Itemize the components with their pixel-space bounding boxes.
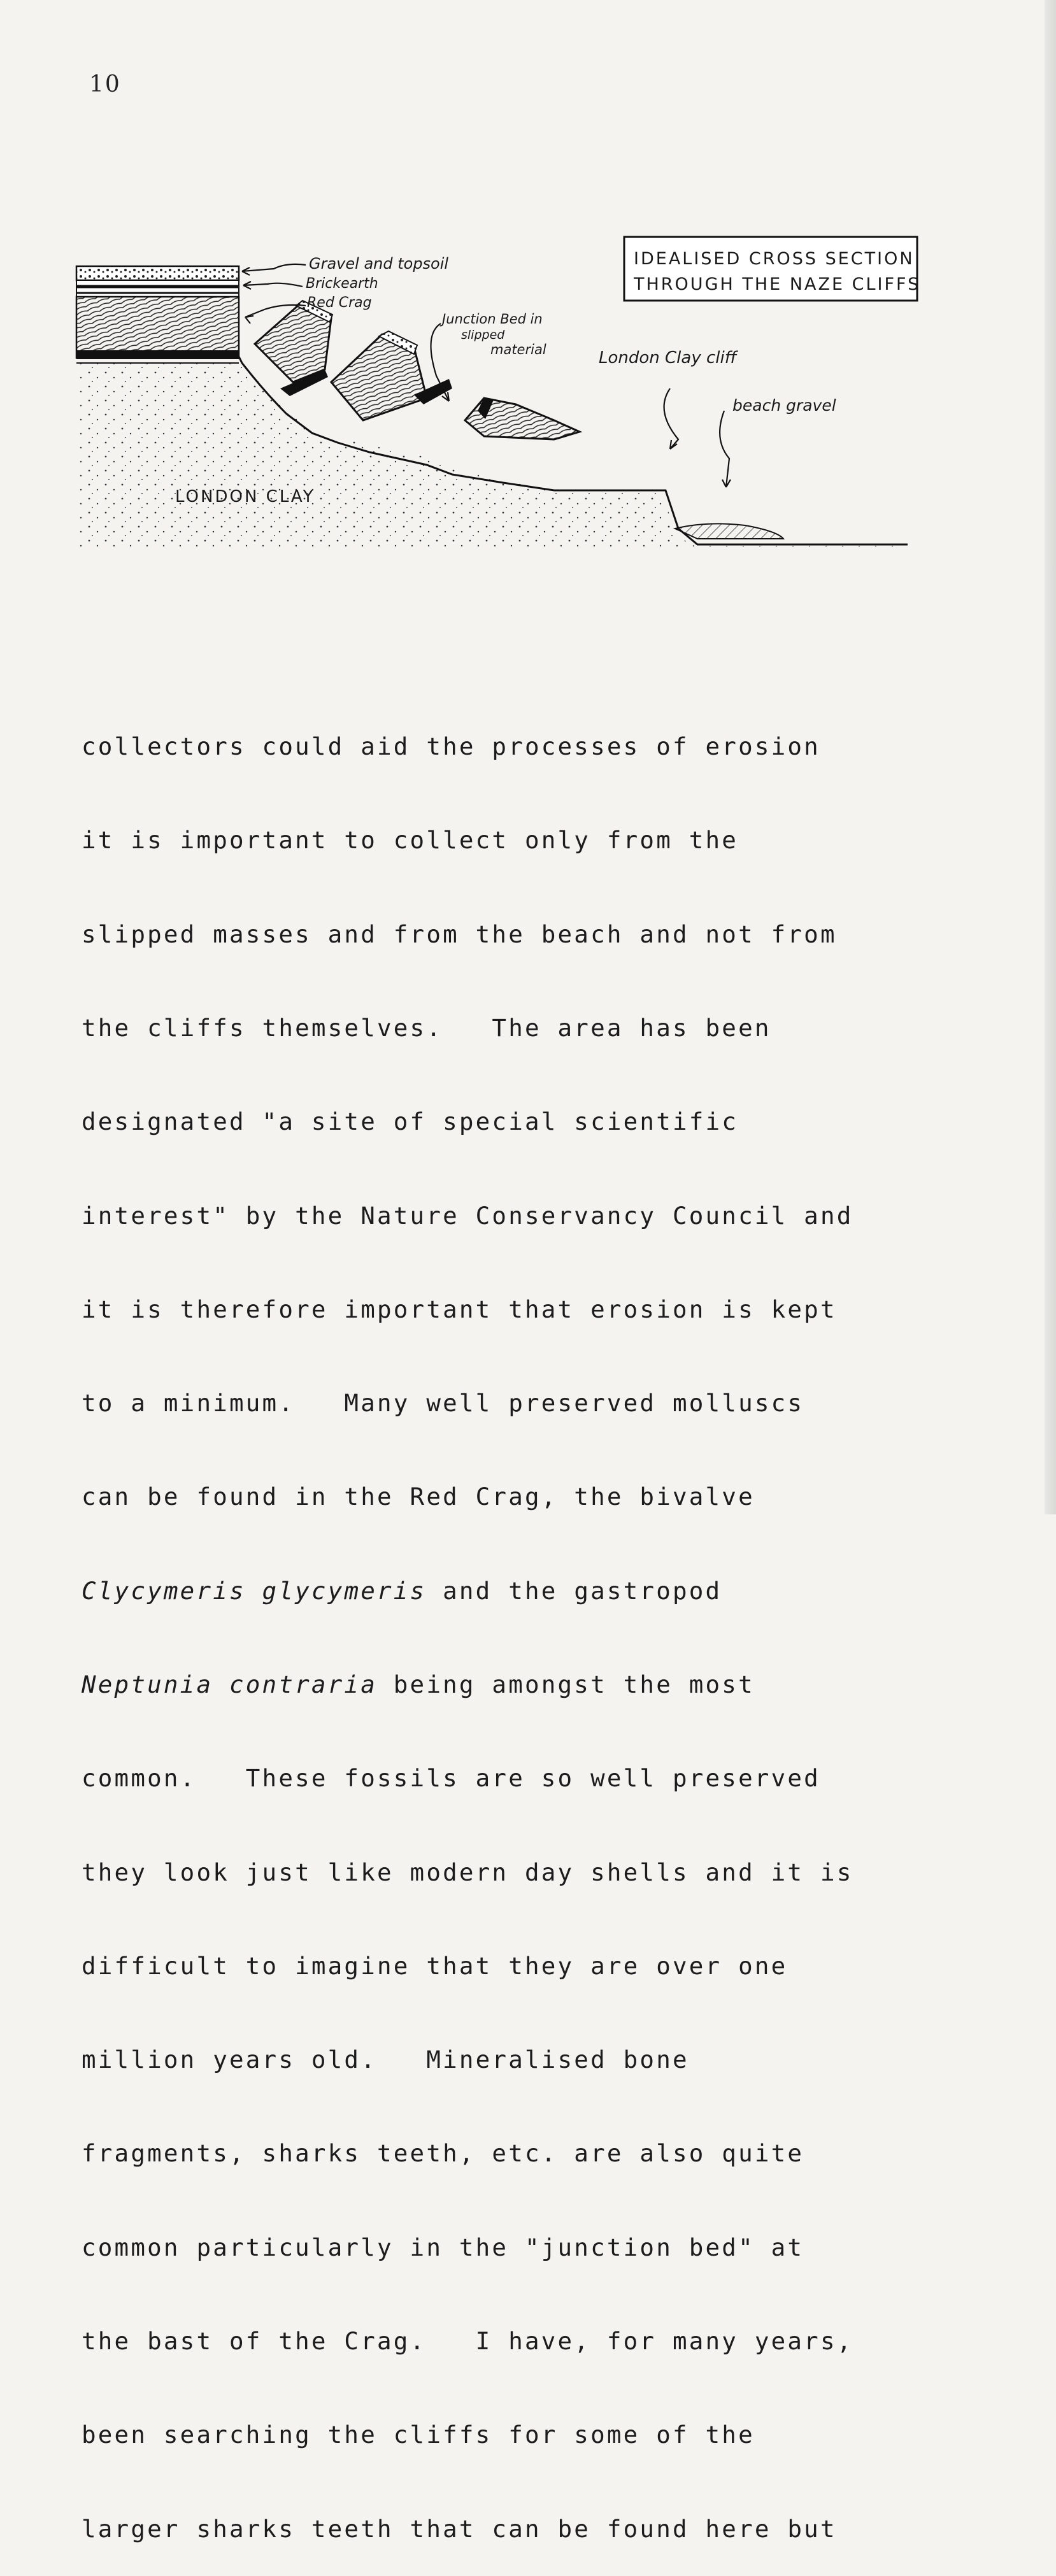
body-line-7: it is therefore important that erosion is kept [82,1295,837,1323]
label-gravel-topsoil: Gravel and topsoil [309,255,449,273]
label-junction-bed-3: material [490,342,546,357]
page-edge-shadow [1045,0,1056,1514]
slipped-block-3 [465,398,580,439]
body-line-20: larger sharks teeth that can be found here but [82,2514,837,2543]
label-brickearth: Brickearth [306,276,378,292]
body-line-2: it is important to collect only from the [82,826,739,855]
cliff-top-strata [76,266,239,363]
london-clay-mass [76,363,908,548]
body-line-14: difficult to imagine that they are over one [82,1951,788,1980]
species-name-clycymeris: Clycymeris glycymeris [82,1576,427,1605]
body-line-10-rest: and the gastropod [426,1576,722,1605]
body-line-4: the cliffs themselves. The area has been [82,1014,771,1042]
slipped-block-1 [255,301,332,396]
body-line-11-rest: being amongst the most [376,1670,755,1698]
body-line-5: designated "a site of special scientific [82,1107,739,1136]
body-line-11 [82,1669,992,1700]
beach-gravel-deposit [675,523,783,539]
body-line-6: interest" by the Nature Conservancy Council and [82,1201,853,1230]
body-line-8: to a minimum. Many well preserved molluscs [82,1389,804,1418]
body-line-9: can be found in the Red Crag, the bivalve [82,1483,755,1511]
body-line-18: the bast of the Crag. I have, for many years, [82,2326,853,2355]
label-beach-gravel: beach gravel [732,396,836,415]
label-junction-bed-1: Junction Bed in [442,311,543,327]
species-name-neptunia: Neptunia contraria [82,1670,377,1698]
label-red-crag: Red Crag [307,295,372,311]
page-number: 10 [89,71,121,97]
slipped-block-2 [331,331,452,420]
body-line-10 [82,1576,992,1607]
figure-title-line1: IDEALISED CROSS SECTION [634,249,915,269]
body-line-13: they look just like modern day shells and it is [82,1858,853,1886]
cross-section-figure [70,229,924,548]
body-line-19: been searching the cliffs for some of the [82,2421,755,2449]
body-text [82,669,992,2576]
body-line-16: fragments, sharks teeth, etc. are also quite [82,2139,804,2168]
body-line-12: common. These fossils are so well preserved [82,1764,820,1793]
label-london-clay: LONDON CLAY [175,487,315,506]
body-line-1: collectors could aid the processes of erosion [82,732,820,761]
body-line-3: slipped masses and from the beach and not from [82,920,837,948]
body-line-17: common particularly in the "junction bed" at [82,2233,804,2261]
label-junction-bed-2: slipped [461,328,505,342]
body-line-15: million years old. Mineralised bone [82,2046,689,2074]
label-london-clay-cliff: London Clay cliff [599,348,737,367]
figure-title-line2: THROUGH THE NAZE CLIFFS [634,274,921,294]
